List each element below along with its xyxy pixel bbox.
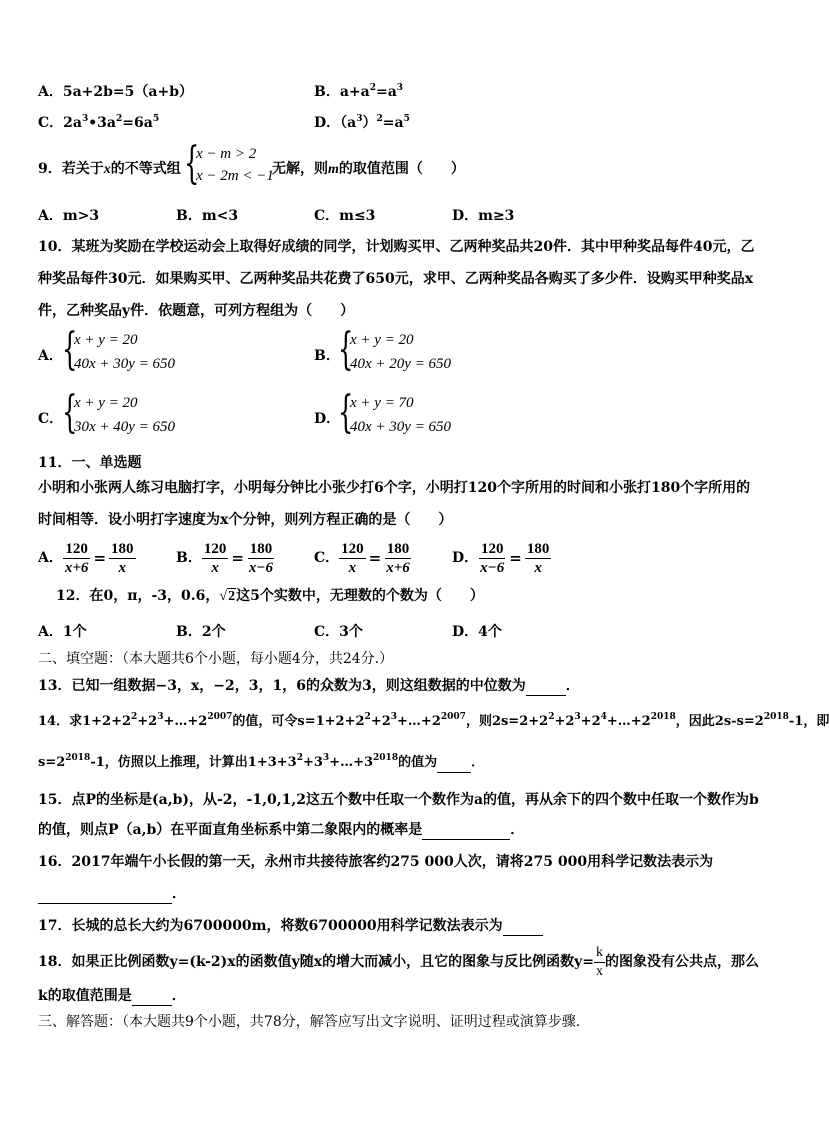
q12-option-a: A．1个 (38, 624, 87, 640)
answer-blank (38, 889, 172, 904)
q8-option-a: A．5a+2b=5（a+b） (38, 84, 193, 100)
fraction: $\frac{120}{x+6}$ (64, 540, 89, 576)
q8-option-c: C．$2a^3•3a^2=6a^5$ (38, 114, 160, 131)
q13: 13．已知一组数据−3，x，−2，3，1，6的众数为3，则这组数据的中位数为 ． (38, 678, 580, 694)
fraction: $\frac{180}{x}$ (111, 540, 134, 576)
q12-option-b: B．2个 (176, 624, 226, 640)
q11-option-d: D． $\frac{120}{x-6}$ = $\frac{180}{x}$ (452, 540, 550, 576)
q10-option-a-system (62, 324, 202, 378)
q17: 17．长城的总长大约为6700000m，将数6700000用科学记数法表示为 (38, 916, 543, 936)
q10-option-a-label: A． (38, 348, 63, 364)
q9-option-c: C．m≤3 (314, 208, 376, 224)
q16-line2: ． (38, 884, 186, 904)
q10-c-row1: x + y = 20 (74, 395, 138, 411)
q11-option-c: C． $\frac{120}{x}$ = $\frac{180}{x+6}$ (314, 540, 410, 576)
q15-line2: 的值，则点P（a,b）在平面直角坐标系中第二象限内的概率是 ． (38, 822, 525, 838)
fraction: $\frac{120}{x}$ (203, 540, 227, 576)
fraction: $\frac{120}{x}$ (341, 540, 364, 576)
q15-line1: 15．点P的坐标是(a,b)，从-2，-1,0,1,2这五个数中任取一个数作为a的值，再从余下的四个数中任取一个数作为b (38, 792, 759, 808)
section-solve-heading: 三、解答题：（本大题共9个小题，共78分，解答应写出文字说明、证明过程或演算步骤. (38, 1014, 581, 1030)
q10-d-row1: x + y = 70 (350, 395, 414, 411)
fraction: $\frac{180}{x+6}$ (386, 540, 410, 576)
q9-option-a: A．m>3 (38, 208, 100, 224)
brace-icon: { (184, 138, 200, 189)
brace-icon: { (62, 387, 78, 438)
q10-stem-line2: 种奖品每件30元．如果购买甲、乙两种奖品共花费了650元，求甲、乙两种奖品各购买了多少件．设购买甲种奖品x (38, 271, 754, 287)
q10-c-row2: 30x + 40y = 650 (74, 419, 176, 435)
answer-blank (422, 825, 510, 840)
q9-option-d: D．m≥3 (452, 208, 515, 224)
q9-stem-start: 9．若关于x的不等式组 (38, 161, 181, 177)
q14-line1: 14．求$1+2+2^2+2^3+\dots+2^{2007}$的值，可令$s=1+2+2^2+2^3+\dots+2^{2007}$，则$2s=2+2^2+2^3+2^4+\dots+2^{2018}$，因此$2s-s=2^{2018}-1$，即 (38, 712, 829, 729)
q11-option-a: A． $\frac{120}{x+6}$ = $\frac{180}{x}$ (38, 540, 134, 576)
q10-option-b-label: B． (314, 348, 340, 364)
brace-icon: { (62, 324, 78, 375)
q8-option-d: D．$(a^3)^2=a^5$ (314, 114, 410, 131)
q9-row2: x − 2m < −1 (196, 168, 274, 184)
q12-option-d: D．4个 (452, 624, 502, 640)
q10-b-row2: 40x + 20y = 650 (350, 356, 452, 372)
section-fill-in-heading: 二、填空题：（本大题共6个小题，每小题4分，共24分.） (38, 651, 394, 667)
brace-icon: { (338, 387, 354, 438)
answer-blank (503, 921, 543, 936)
answer-blank (437, 758, 471, 773)
q11-stem-line2: 时间相等．设小明打字速度为x个分钟，则列方程正确的是（ ） (38, 512, 453, 528)
q10-stem-line3: 件，乙种奖品y件．依题意，可列方程组为（ ） (38, 303, 355, 319)
q10-a-row1: x + y = 20 (74, 332, 138, 348)
q11-stem-line1: 小明和小张两人练习电脑打字，小明每分钟比小张少打6个字，小明打120个字所用的时间和小张打180个字所用的 (38, 480, 751, 496)
fraction: $\frac{120}{x-6}$ (480, 540, 505, 576)
q10-stem-line1: 10．某班为奖励在学校运动会上取得好成绩的同学，计划购买甲、乙两种奖品共20件．其中甲种奖品每件40元，乙 (38, 239, 755, 255)
q10-b-row1: x + y = 20 (350, 332, 414, 348)
q10-option-c-system (62, 387, 202, 441)
q12-option-c: C．3个 (314, 624, 363, 640)
q9-inequality-system (184, 138, 274, 192)
q16-line1: 16．2017年端午小长假的第一天，永州市共接待旅客约275 000人次，请将275 000用科学记数法表示为 (38, 854, 714, 870)
q10-option-c-label: C． (38, 411, 64, 427)
q11-heading: 11．一、单选题 (38, 455, 142, 471)
q18-line1: 18．如果正比例函数y=(k-2)x的函数值y随x的增大而减小，且它的图象与反比例函数y= $\frac{k}{x}$ 的图象没有公共点，那么 (38, 944, 759, 979)
answer-blank (132, 991, 172, 1006)
q8-option-b: B．$a+a^2=a^3$ (314, 83, 404, 100)
answer-blank (526, 681, 566, 696)
q9-option-b: B．m<3 (176, 208, 239, 224)
q14-line2: $s=2^{2018}-1$，仿照以上推理，计算出$1+3+3^2+3^3+\dots+3^{2018}$的值为 ． (38, 753, 484, 773)
q10-option-d-system (338, 387, 478, 441)
square-root: √2 (219, 589, 236, 604)
q10-option-b-system (338, 324, 478, 378)
q9-stem-end: 无解，则m的取值范围（ ） (272, 161, 465, 177)
q9-row1: x − m > 2 (196, 146, 257, 162)
q12-stem: 12．在0，π，-3，0.6，√2这5个实数中，无理数的个数为（ ） (56, 586, 484, 607)
fraction: $\frac{180}{x}$ (526, 540, 550, 576)
q10-d-row2: 40x + 30y = 650 (350, 419, 452, 435)
brace-icon: { (338, 324, 354, 375)
q18-line2: k的取值范围是 ． (38, 988, 186, 1004)
q10-option-d-label: D． (314, 411, 341, 427)
q10-a-row2: 40x + 30y = 650 (74, 356, 176, 372)
fraction: $\frac{k}{x}$ (595, 944, 603, 979)
q11-option-b: B． $\frac{120}{x}$ = $\frac{180}{x-6}$ (176, 540, 274, 576)
fraction: $\frac{180}{x-6}$ (248, 540, 274, 576)
